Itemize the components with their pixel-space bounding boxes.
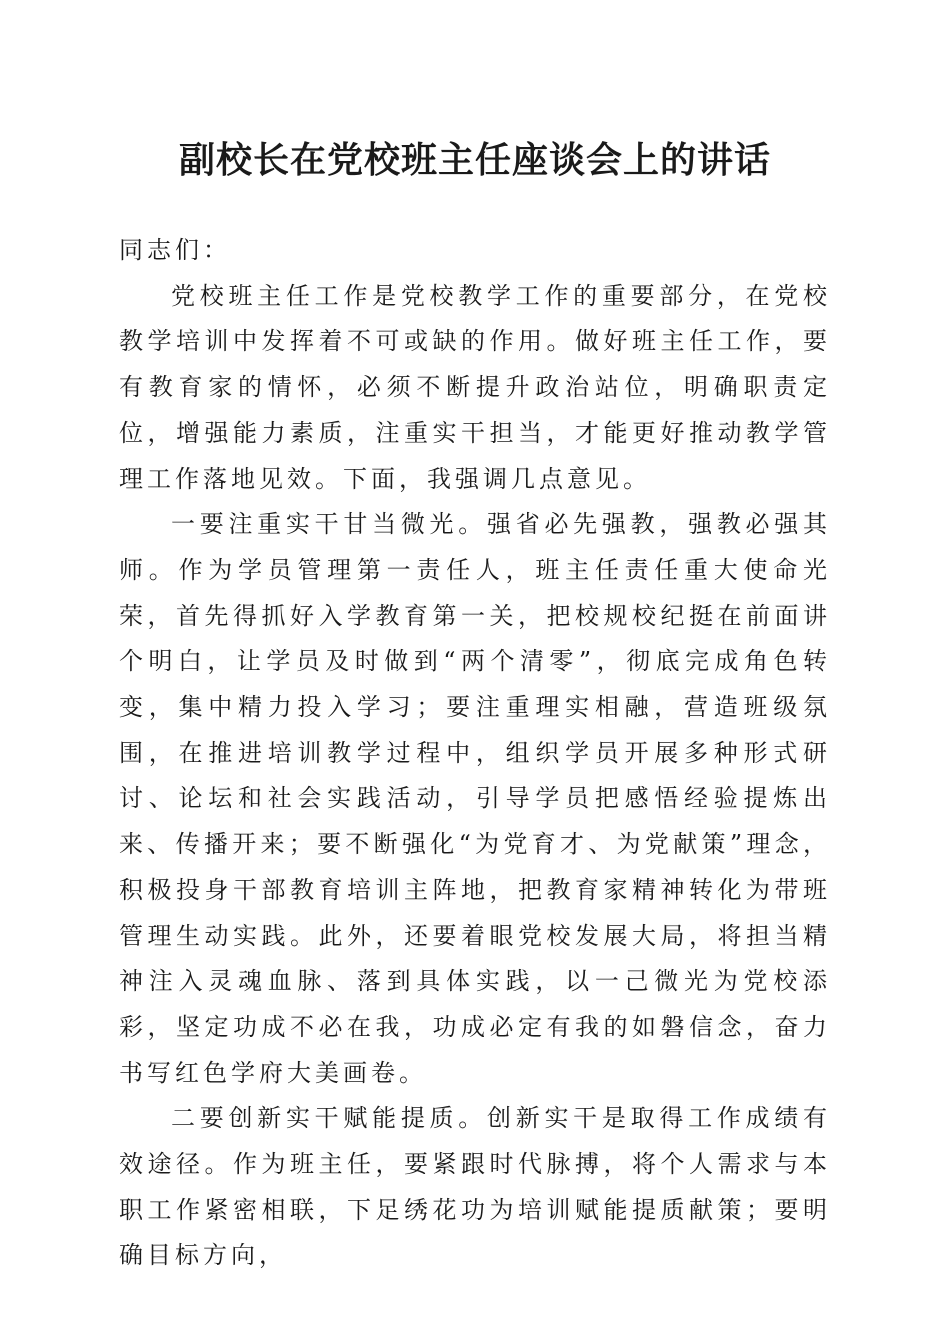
document-body: [119, 228, 831, 1279]
paragraph-intro: 党校班主任工作是党校教学工作的重要部分，在党校教学培训中发挥着不可或缺的作用。做好班主任工作，要有教育家的情怀，必须不断提升政治站位，明确职责定位，增强能力素质，注重实干担当，才能更好推动教学管理工作落地见效。下面，我强调几点意见。: [119, 281, 831, 493]
salutation: 同志们：: [119, 236, 231, 264]
paragraph-point-two: 二要创新实干赋能提质。创新实干是取得工作成绩有效途径。作为班主任，要紧跟时代脉搏，将个人需求与本职工作紧密相联，下足绣花功为培训赋能提质献策；要明确目标方向，: [119, 1104, 831, 1270]
document-title: 副校长在党校班主任座谈会上的讲话: [178, 139, 771, 181]
paragraph-point-one: 一要注重实干甘当微光。强省必先强教，强教必强其师。作为学员管理第一责任人，班主任责任重大使命光荣，首先得抓好入学教育第一关，把校规校纪挺在前面讲个明白，让学员及时做到“两个清零”，彻底完成角色转变，集中精力投入学习；要注重理实相融，营造班级氛围，在推进培训教学过程中，组织学员开展多种形式研讨、论坛和社会实践活动，引导学员把感悟经验提炼出来、传播开来；要不断强化“为党育才、为党献策”理念，积极投身干部教育培训主阵地，把教育家精神转化为带班管理生动实践。此外，还要着眼党校发展大局，将担当精神注入灵魂血脉、落到具体实践，以一己微光为党校添彩，坚定功成不必在我，功成必定有我的如磐信念，奋力书写红色学府大美画卷。: [119, 510, 831, 1087]
